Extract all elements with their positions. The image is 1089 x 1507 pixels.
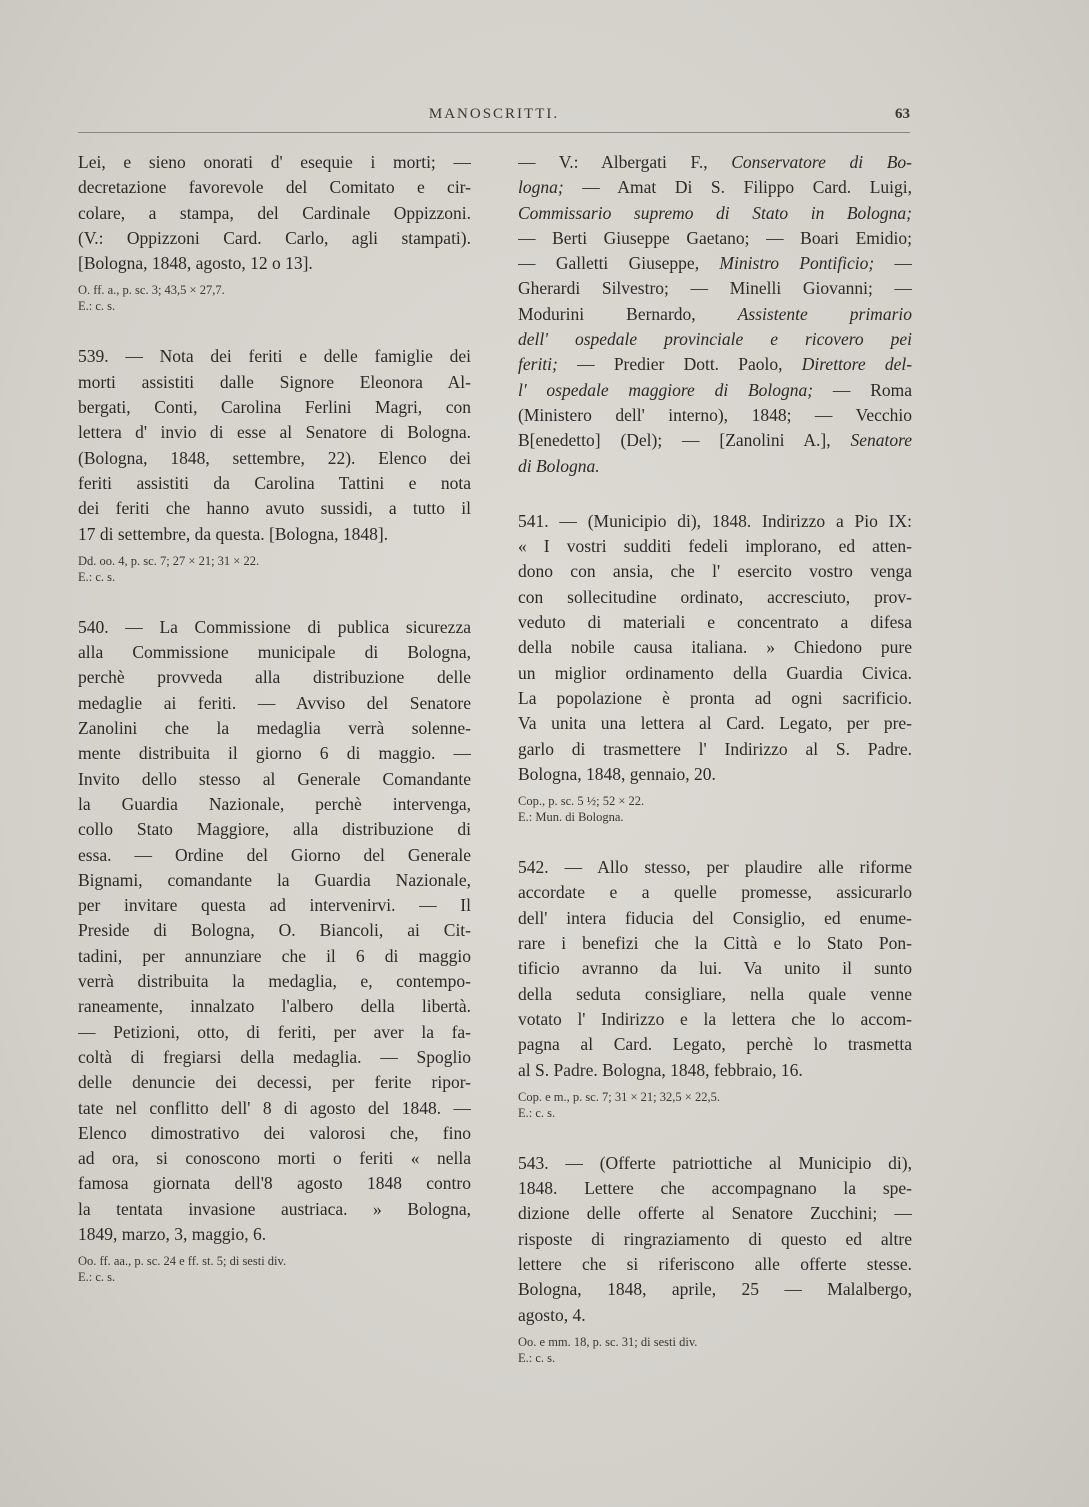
text-run: — Roma [832, 379, 912, 400]
text-run: — Galletti Giuseppe, [518, 253, 700, 274]
entry-meta [78, 553, 471, 585]
text-run: — Amat Di S. Filippo Card. Luigi, [582, 177, 912, 198]
text-line: 541. — (Municipio di), 1848. Indirizzo a Pio IX: [518, 510, 912, 531]
text-line: tificio avranno da lui. Va unito il sunto [518, 958, 912, 979]
text-line: votato l' Indirizzo e la lettera che lo accom- [518, 1008, 912, 1029]
text-line: della nobile causa italiana. » Chiedono pure [518, 637, 912, 658]
text-line: collo Stato Maggiore, alla distribuzione di [78, 819, 471, 840]
text-line: dei feriti che hanno avuto sussidi, a tutto il [78, 498, 471, 519]
text-line: mente distribuita il giorno 6 di maggio. — [78, 743, 471, 764]
text-line: — Petizioni, otto, di feriti, per aver la fa- [78, 1021, 471, 1042]
text-line: accordate e a quelle promesse, assicurarlo [518, 882, 912, 903]
text-line: 540. — La Commissione di publica sicurezza [78, 616, 471, 637]
text-line: feriti assistiti da Carolina Tattini e nota [78, 472, 471, 493]
text-line: famosa giornata dell'8 agosto 1848 contro [78, 1173, 471, 1194]
meta-line: Oo. ff. aa., p. sc. 24 e ff. st. 5; di sesti div. [78, 1254, 287, 1269]
meta-line: O. ff. a., p. sc. 3; 43,5 × 27,7. [78, 283, 225, 298]
text-line: agosto, 4. [518, 1304, 586, 1325]
text-line: dizione delle offerte al Senatore Zucchini; — [518, 1203, 912, 1224]
entry-539 [78, 344, 471, 584]
text-run: Modurini Bernardo, [518, 303, 696, 324]
text-line: (V.: Oppizzoni Card. Carlo, agli stampati). [78, 227, 471, 248]
text-run: — [894, 253, 912, 274]
text-line: ad ora, si conoscono morti o feriti « nella [78, 1148, 471, 1169]
text-line [518, 302, 912, 327]
running-head: MANOSCRITTI. [428, 106, 560, 122]
text-line: decretazione favorevole del Comitato e cir- [78, 177, 471, 198]
meta-line: E.: c. s. [518, 1105, 556, 1120]
text-line [518, 175, 912, 200]
meta-line: Dd. oo. 4, p. sc. 7; 27 × 21; 31 × 22. [78, 553, 260, 568]
text-run: — V.: Albergati F., [518, 152, 708, 172]
text-line: pagna al Card. Legato, perchè lo trasmetta [518, 1034, 912, 1055]
text-line: Invito dello stesso al Generale Comandante [78, 768, 471, 789]
meta-line: E.: c. s. [78, 299, 116, 314]
text-run-italic: Conservatore di Bo- [731, 152, 912, 172]
text-line: tate nel conflitto dell' 8 di agosto del 1848. — [78, 1097, 471, 1118]
text-line: lettera d' invio di esse al Senatore di Bologna. [78, 422, 471, 443]
text-line: veduto di materiali e concentrato a difesa [518, 612, 912, 633]
text-line: rare i benefizi che la Città e lo Stato Pon- [518, 933, 912, 954]
entry-continuation [518, 150, 912, 479]
text-line: dell' intera fiducia del Consiglio, ed enume- [518, 907, 912, 928]
meta-line: Cop. e m., p. sc. 7; 31 × 21; 32,5 × 22,5. [518, 1089, 720, 1104]
text-line: Bignami, comandante la Guardia Nazionale, [78, 869, 471, 890]
meta-line: Oo. e mm. 18, p. sc. 31; di sesti div. [518, 1334, 698, 1349]
entry-meta [78, 282, 471, 314]
meta-line: E.: c. s. [78, 569, 116, 584]
text-line: verrà distribuita la medaglia, e, contempo- [78, 971, 471, 992]
text-line: tadini, per annunziare che il 6 di maggio [78, 945, 471, 966]
text-line: alla Commissione municipale di Bologna, [78, 642, 471, 663]
entry-meta [78, 1253, 471, 1285]
text-line: colare, a stampa, del Cardinale Oppizzoni. [78, 202, 471, 223]
text-line: un miglior ordinamento della Guardia Civica. [518, 662, 912, 683]
text-line: delle denuncie dei decessi, per ferite ripor- [78, 1072, 471, 1093]
text-run-italic: Senatore [850, 430, 912, 451]
text-run-italic: Assistente primario [737, 303, 912, 324]
text-line: per invitare questa ad intervenirvi. — Il [78, 895, 471, 916]
entry-540 [78, 615, 471, 1285]
text-line: morti assistiti dalle Signore Eleonora Al- [78, 371, 471, 392]
text-line: 543. — (Offerte patriottiche al Municipio di), [518, 1152, 912, 1173]
text-run-italic: logna; [518, 177, 564, 198]
text-line: risposte di ringraziamento di questo ed altre [518, 1228, 912, 1249]
meta-line: Cop., p. sc. 5 ½; 52 × 22. [518, 794, 645, 809]
text-line: bergati, Conti, Carolina Ferlini Magri, con [78, 397, 471, 418]
text-line [518, 428, 912, 453]
text-line: Va unita una lettera al Card. Legato, per pre- [518, 713, 912, 734]
text-line: 17 di settembre, da questa. [Bologna, 1848]. [78, 523, 389, 544]
text-line [518, 201, 912, 226]
text-line: 542. — Allo stesso, per plaudire alle riforme [518, 857, 912, 878]
meta-line: E.: c. s. [78, 1270, 116, 1285]
text-line: medaglie ai feriti. — Avviso del Senatore [78, 692, 471, 713]
text-line: Lei, e sieno onorati d' esequie i morti; — [78, 152, 471, 172]
text-line [518, 150, 912, 175]
text-line: garlo di trasmettere l' Indirizzo al S. Padre. [518, 738, 912, 759]
text-line: lettere che si riferiscono alle offerte stesse. [518, 1253, 912, 1274]
text-line: Zanolini che la medaglia verrà solenne- [78, 718, 471, 739]
text-line [518, 454, 912, 479]
text-line: Gherardi Silvestro; — Minelli Giovanni; — [518, 278, 912, 299]
entry-meta [518, 1089, 912, 1121]
text-run-italic: Direttore del- [801, 354, 912, 375]
text-line: — Berti Giuseppe Gaetano; — Boari Emidio; [518, 227, 912, 248]
text-line: coltà di fregiarsi della medaglia. — Spoglio [78, 1046, 471, 1067]
text-line: 539. — Nota dei feriti e delle famiglie dei [78, 346, 471, 367]
entry-continuation [78, 150, 471, 314]
page-header [78, 102, 910, 133]
text-run: — Predier Dott. Paolo, [577, 354, 783, 375]
entry-543 [518, 1151, 912, 1366]
text-line: [Bologna, 1848, agosto, 12 o 13]. [78, 253, 313, 274]
left-column [78, 150, 471, 1285]
text-line: 1848. Lettere che accompagnano la spe- [518, 1178, 912, 1199]
text-line: essa. — Ordine del Giorno del Generale [78, 844, 471, 865]
text-run-italic: Ministro Pontificio; [719, 253, 875, 274]
text-run: B[enedetto] (Del); — [Zanolini A.], [518, 430, 831, 451]
text-run-italic: di Bologna. [518, 455, 600, 476]
text-line: (Ministero dell' interno), 1848; — Vecchio [518, 404, 912, 425]
entry-meta [518, 1334, 912, 1366]
text-line: (Bologna, 1848, settembre, 22). Elenco dei [78, 447, 471, 468]
text-run-italic: l' ospedale maggiore di Bologna; [518, 379, 814, 400]
meta-line: E.: Mun. di Bologna. [518, 810, 624, 825]
text-run-italic: feriti; [518, 354, 558, 375]
text-line: la Guardia Nazionale, perchè intervenga, [78, 793, 471, 814]
entry-meta [518, 793, 912, 825]
entry-541 [518, 509, 912, 825]
text-line: al S. Padre. Bologna, 1848, febbraio, 16. [518, 1059, 803, 1080]
text-line: Bologna, 1848, gennaio, 20. [518, 763, 716, 784]
text-run-italic: Commissario supremo di Stato in Bologna; [518, 202, 912, 223]
text-run-italic: dell' ospedale provinciale e ricovero pei [518, 329, 912, 350]
meta-line: E.: c. s. [518, 1350, 556, 1365]
text-line: 1849, marzo, 3, maggio, 6. [78, 1223, 267, 1244]
text-line: Bologna, 1848, aprile, 25 — Malalbergo, [518, 1279, 912, 1300]
text-line: dono con ansia, che l' esercito vostro venga [518, 561, 912, 582]
text-line: raneamente, innalzato l'albero della libertà. [78, 996, 471, 1017]
text-line [518, 352, 912, 377]
text-line: Elenco dimostrativo dei valorosi che, fino [78, 1122, 471, 1143]
text-line [518, 251, 912, 276]
text-line: perchè provveda alla distribuzione delle [78, 667, 471, 688]
right-column [518, 150, 912, 1366]
text-line: la tentata invasione austriaca. » Bologna, [78, 1198, 471, 1219]
text-line [518, 327, 912, 352]
entry-542 [518, 855, 912, 1121]
text-line: La popolazione è pronta ad ogni sacrificio. [518, 687, 912, 708]
page-number: 63 [895, 106, 910, 122]
text-line [518, 378, 912, 403]
text-line: della seduta consigliare, nella quale venne [518, 983, 912, 1004]
text-line: con sollecitudine ordinato, accresciuto, prov- [518, 586, 912, 607]
text-line: Preside di Bologna, O. Biancoli, ai Cit- [78, 920, 471, 941]
text-line: « I vostri sudditi fedeli implorano, ed atten- [518, 536, 912, 557]
